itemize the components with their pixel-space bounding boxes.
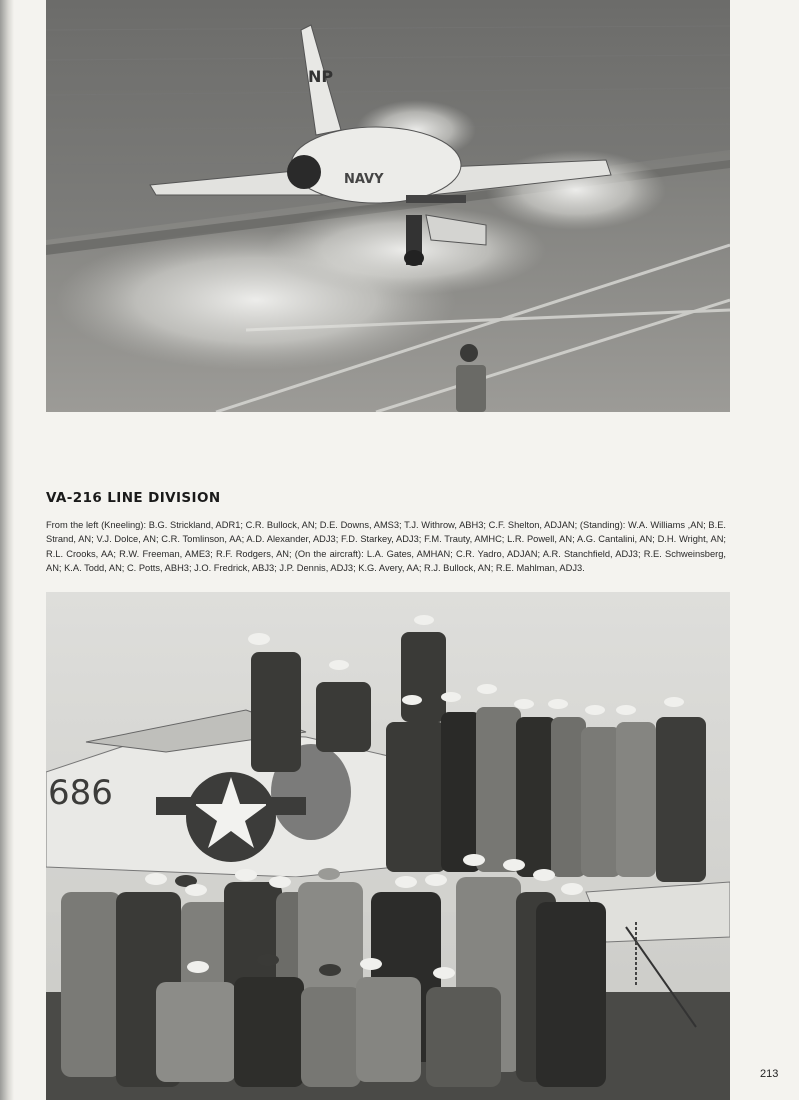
page-number: 213 <box>760 1068 779 1080</box>
carrier-launch-illustration <box>46 0 730 412</box>
tail-code-text: NP <box>308 67 334 86</box>
personnel-caption: From the left (Kneeling): B.G. Strickland, ADR1; C.R. Bullock, AN; D.E. Downs, AMS3; T.J. Withrow, ABH3; C.F. Shelton, ADJAN; (Standing): W.A. Williams ,AN; B.E. Strand, AN; V.J. Dolce, AN; C.R. Tomlinson, AA; A.D. Alexander, ADJ3; F.D. Starkey, ADJ3; F.M. Trauty, AMHC; L.R. Powell, AN; A.G. Cantalini, AN; D.H. Wright, AN; R.L. Crooks, AA; R.W. Freeman, AME3; R.F. Rodgers, AN; (On the aircraft): L.A. Gates, AMHAN; C.R. Yadro, ADJAN; A.R. Stanchfield, ADJ3; R.E. Schweinsberg, AN; K.A. Todd, AN; C. Potts, ABH3; J.O. Fredrick, ABJ3; J.P. Dennis, ADJ3; K.G. Avery, AA; R.J. Bullock, AN; R.E. Mahlman, ADJ3. <box>46 520 726 574</box>
aircraft-number-text: 686 <box>48 773 113 813</box>
group-photo-illustration <box>46 592 730 1100</box>
carrier-launch-photo <box>46 0 730 412</box>
line-division-group-photo <box>46 592 730 1100</box>
page-edge-shadow <box>0 0 14 1100</box>
section-title: VA-216 LINE DIVISION <box>46 490 221 506</box>
front-crew <box>61 877 606 1087</box>
fuselage-navy-text: NAVY <box>344 172 384 187</box>
